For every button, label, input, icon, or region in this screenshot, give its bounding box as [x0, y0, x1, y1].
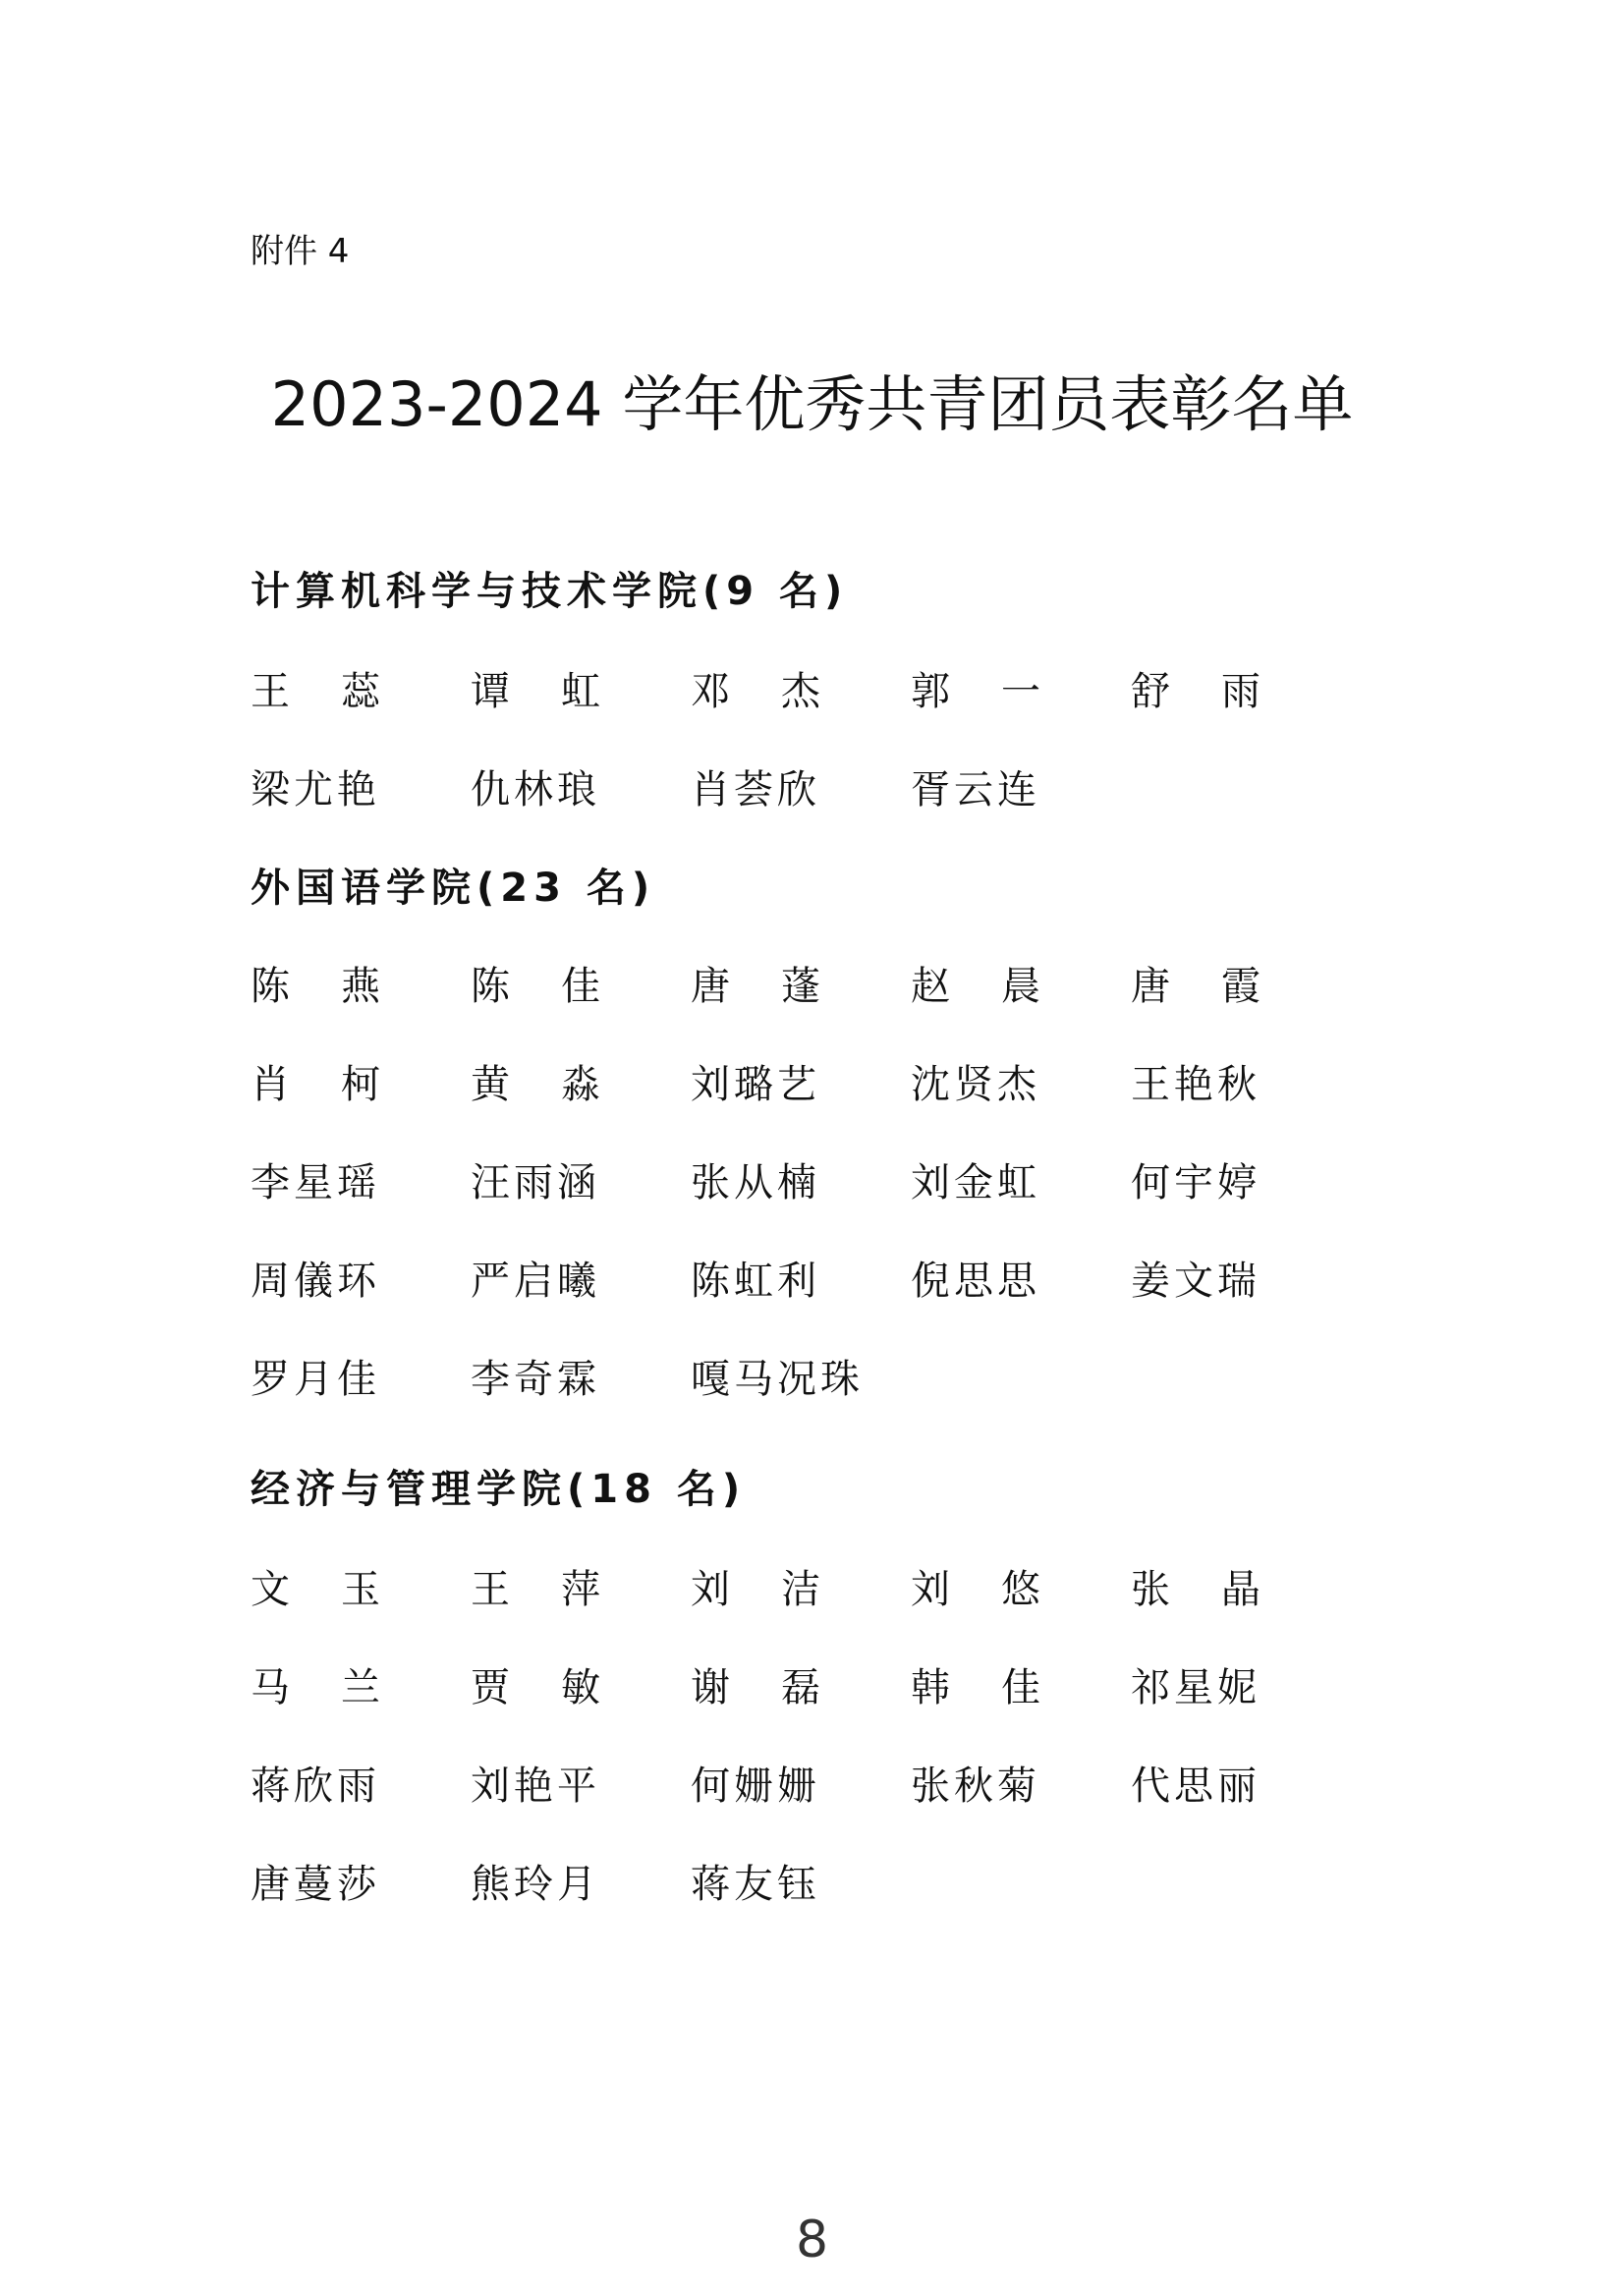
person-name: 黄 淼 — [471, 1062, 600, 1107]
person-name: 王 蕊 — [251, 669, 380, 714]
page-number: 8 — [795, 2211, 829, 2269]
name-row — [251, 1755, 1429, 1814]
name-row — [251, 1656, 1429, 1715]
person-name: 沈贤杰 — [911, 1062, 1040, 1107]
name-row — [251, 758, 1429, 817]
name-row — [251, 1348, 1429, 1407]
section-heading: 经济与管理学院(18 名) — [251, 1467, 747, 1512]
person-name: 胥云连 — [911, 767, 1040, 812]
person-name: 邓 杰 — [691, 669, 820, 714]
person-name: 蒋欣雨 — [251, 1764, 380, 1809]
person-name: 嘎马况珠 — [691, 1357, 864, 1402]
name-row — [251, 1558, 1429, 1617]
person-name: 汪雨涵 — [471, 1160, 600, 1205]
person-name: 张从楠 — [691, 1160, 820, 1205]
person-name: 刘 洁 — [691, 1567, 820, 1612]
attachment-label: 附件 4 — [251, 232, 350, 271]
person-name: 唐 蓬 — [691, 964, 820, 1009]
person-name: 肖荟欣 — [691, 767, 820, 812]
person-name: 王艳秋 — [1131, 1062, 1260, 1107]
person-name: 刘璐艺 — [691, 1062, 820, 1107]
name-row — [251, 1853, 1429, 1912]
person-name: 肖 柯 — [251, 1062, 380, 1107]
person-name: 熊玲月 — [471, 1862, 600, 1907]
section-heading: 计算机科学与技术学院(9 名) — [251, 569, 849, 614]
person-name: 谢 磊 — [691, 1665, 820, 1710]
person-name: 李奇霖 — [471, 1357, 600, 1402]
person-name: 姜文瑞 — [1131, 1259, 1260, 1304]
person-name: 刘 悠 — [911, 1567, 1040, 1612]
person-name: 梁尤艳 — [251, 767, 380, 812]
person-name: 陈虹利 — [691, 1259, 820, 1304]
person-name: 谭 虹 — [471, 669, 600, 714]
person-name: 祁星妮 — [1131, 1665, 1260, 1710]
name-row — [251, 955, 1429, 1014]
person-name: 郭 一 — [911, 669, 1040, 714]
person-name: 蒋友钰 — [691, 1862, 820, 1907]
person-name: 仇林琅 — [471, 767, 600, 812]
name-row — [251, 1053, 1429, 1112]
person-name: 刘艳平 — [471, 1764, 600, 1809]
person-name: 王 萍 — [471, 1567, 600, 1612]
person-name: 赵 晨 — [911, 964, 1040, 1009]
person-name: 韩 佳 — [911, 1665, 1040, 1710]
person-name: 张秋菊 — [911, 1764, 1040, 1809]
person-name: 刘金虹 — [911, 1160, 1040, 1205]
person-name: 陈 燕 — [251, 964, 380, 1009]
person-name: 唐蔓莎 — [251, 1862, 380, 1907]
section-heading: 外国语学院(23 名) — [251, 866, 656, 911]
person-name: 唐 霞 — [1131, 964, 1260, 1009]
person-name: 贾 敏 — [471, 1665, 600, 1710]
person-name: 何姗姗 — [691, 1764, 820, 1809]
person-name: 马 兰 — [251, 1665, 380, 1710]
person-name: 何宇婷 — [1131, 1160, 1260, 1205]
person-name: 李星瑶 — [251, 1160, 380, 1205]
person-name: 严启曦 — [471, 1259, 600, 1304]
person-name: 周儀环 — [251, 1259, 380, 1304]
person-name: 张 晶 — [1131, 1567, 1260, 1612]
person-name: 舒 雨 — [1131, 669, 1260, 714]
name-row — [251, 660, 1429, 719]
person-name: 倪思思 — [911, 1259, 1040, 1304]
name-row — [251, 1250, 1429, 1309]
person-name: 代思丽 — [1131, 1764, 1260, 1809]
person-name: 文 玉 — [251, 1567, 380, 1612]
person-name: 罗月佳 — [251, 1357, 380, 1402]
page-title: 2023-2024 学年优秀共青团员表彰名单 — [270, 368, 1354, 440]
person-name: 陈 佳 — [471, 964, 600, 1009]
name-row — [251, 1151, 1429, 1210]
